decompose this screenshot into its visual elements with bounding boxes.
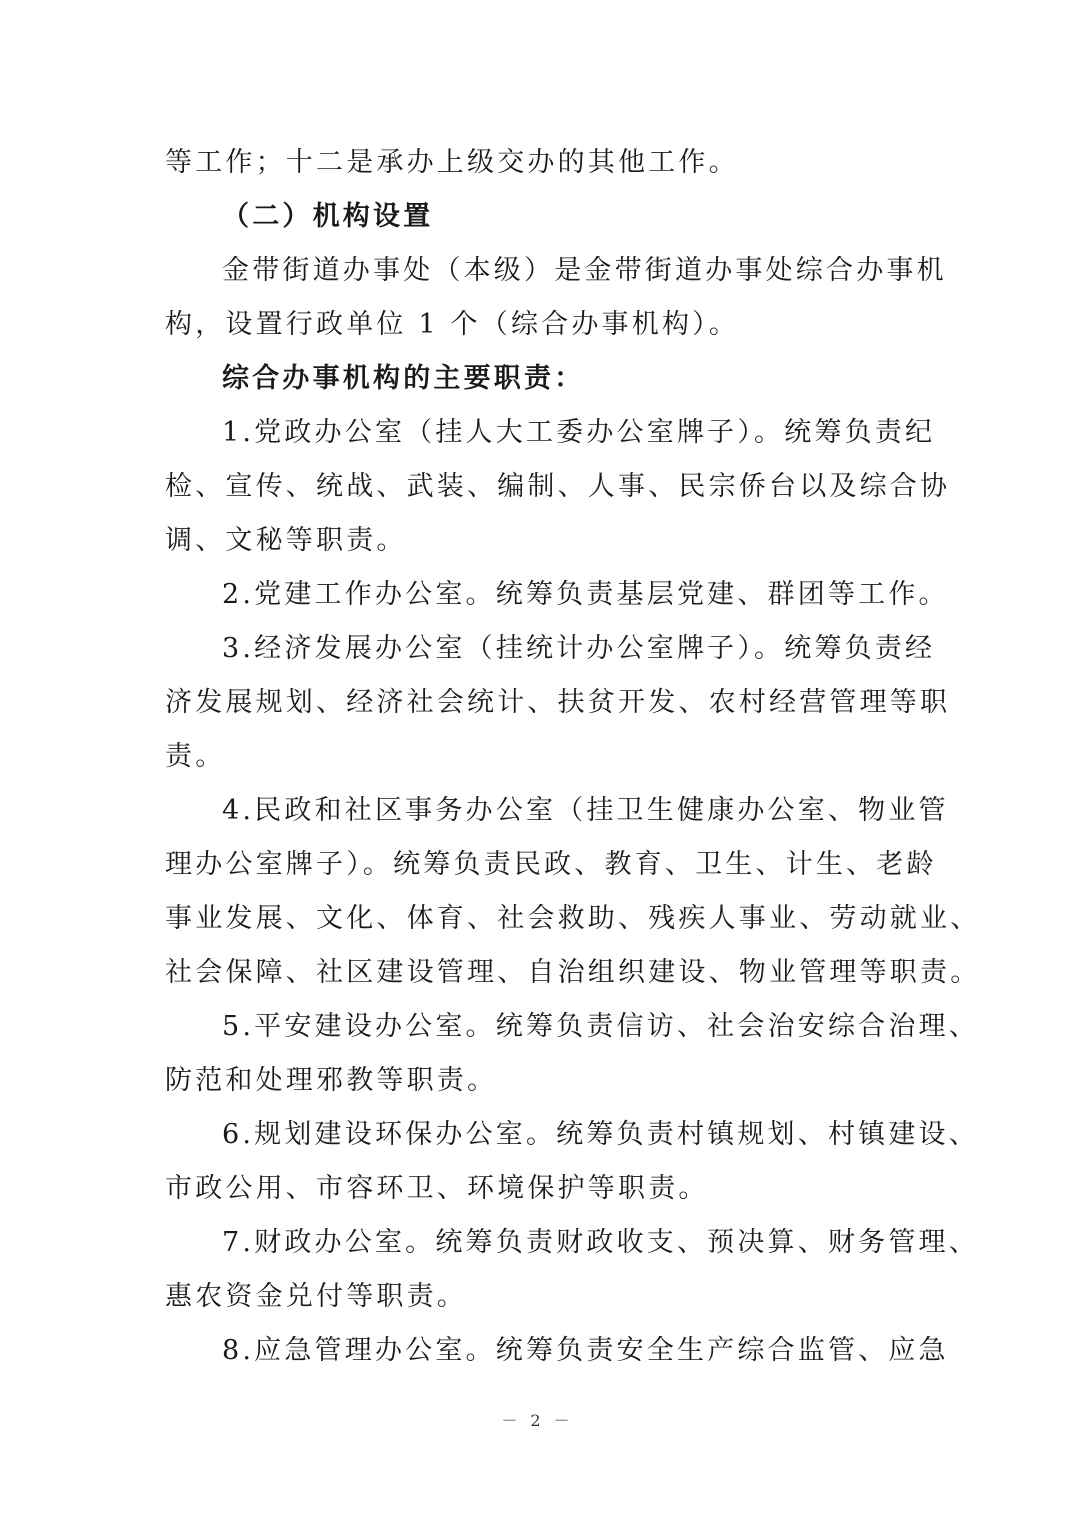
text-line: 5.平安建设办公室。统筹负责信访、社会治安综合治理、 <box>222 1011 979 1042</box>
text-line: 调、文秘等职责。 <box>165 525 407 556</box>
subsection-heading: 综合办事机构的主要职责： <box>222 363 585 394</box>
text-line: 4.民政和社区事务办公室（挂卫生健康办公室、物业管 <box>222 795 949 826</box>
text-line: 社会保障、社区建设管理、自治组织建设、物业管理等职责。 <box>165 957 981 988</box>
text-line: 理办公室牌子）。统筹负责民政、教育、卫生、计生、老龄 <box>165 849 937 880</box>
text-line: 等工作；十二是承办上级交办的其他工作。 <box>165 147 739 178</box>
text-line: 3.经济发展办公室（挂统计办公室牌子）。统筹负责经 <box>222 633 936 664</box>
text-line: 市政公用、市容环卫、环境保护等职责。 <box>165 1173 709 1204</box>
text-line: 检、宣传、统战、武装、编制、人事、民宗侨台以及综合协 <box>165 471 951 502</box>
text-line: 事业发展、文化、体育、社会救助、残疾人事业、劳动就业、 <box>165 903 981 934</box>
text-line: 济发展规划、经济社会统计、扶贫开发、农村经营管理等职 <box>165 687 951 718</box>
text-line: 6.规划建设环保办公室。统筹负责村镇规划、村镇建设、 <box>222 1119 979 1150</box>
text-line: 构，设置行政单位 1 个（综合办事机构）。 <box>165 309 740 340</box>
section-heading: （二）机构设置 <box>222 201 434 232</box>
document-body <box>165 136 981 1378</box>
text-line: 责。 <box>165 741 226 772</box>
page-number: － 2 － <box>501 1411 574 1430</box>
text-line: 2.党建工作办公室。统筹负责基层党建、群团等工作。 <box>222 579 949 610</box>
text-line: 8.应急管理办公室。统筹负责安全生产综合监管、应急 <box>222 1335 949 1366</box>
text-line: 金带街道办事处（本级）是金带街道办事处综合办事机 <box>222 255 947 286</box>
text-line: 防范和处理邪教等职责。 <box>165 1065 498 1096</box>
text-line: 1.党政办公室（挂人大工委办公室牌子）。统筹负责纪 <box>222 417 936 448</box>
text-line: 7.财政办公室。统筹负责财政收支、预决算、财务管理、 <box>222 1227 979 1258</box>
text-line: 惠农资金兑付等职责。 <box>165 1281 467 1312</box>
